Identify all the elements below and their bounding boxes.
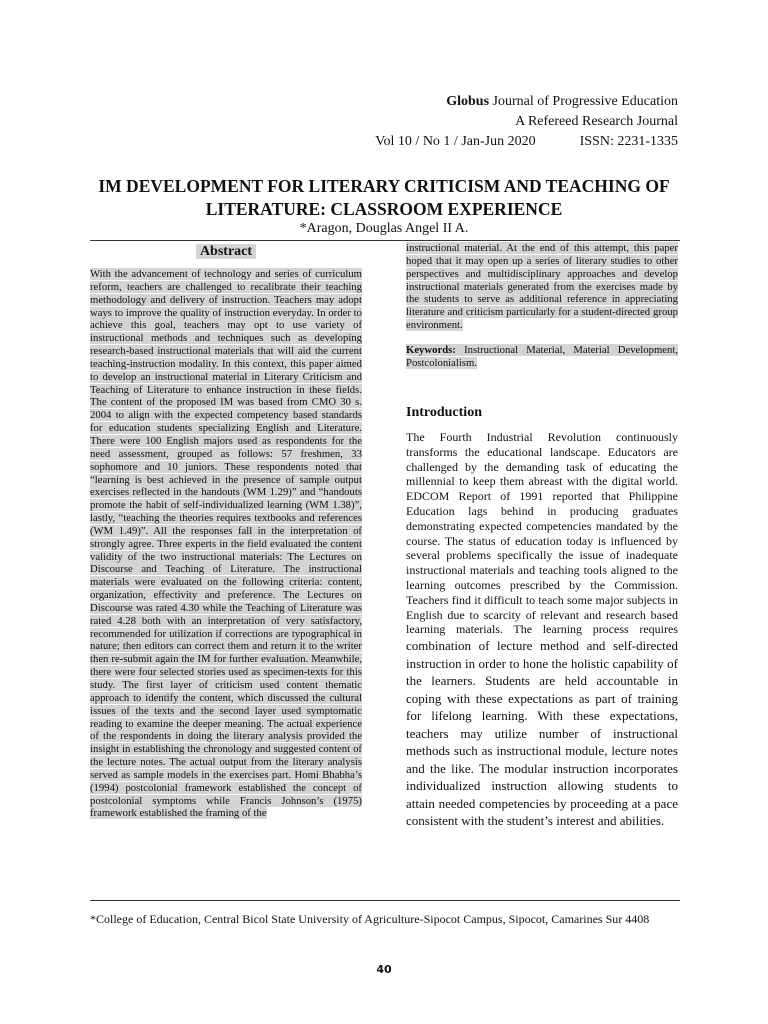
abstract-heading: Abstract <box>90 241 362 263</box>
journal-subtitle: A Refereed Research Journal <box>515 114 678 129</box>
abstract-continuation-column <box>406 241 678 371</box>
abstract-column <box>90 241 362 821</box>
footnote-divider <box>90 900 680 901</box>
keywords: Keywords: Instructional Material, Material Development, Postcolonialism. <box>406 343 678 369</box>
volume-info: Vol 10 / No 1 / Jan-Jun 2020 <box>375 134 536 149</box>
journal-issue-line <box>375 132 678 152</box>
journal-name: Globus Journal of Progressive Education <box>446 94 678 109</box>
footnote: *College of Education, Central Bicol State University of Agriculture-Sipocot Campus, Sipocot, Camarines Sur 4408 <box>90 912 650 926</box>
introduction-body: The Fourth Industrial Revolution continuously transforms the educational landscape. Educators are challenged by the demanding task of educating the millennial to keep them abreast with the digital world. EDCOM Report of 1991 reported that Philippine Education lags behind in producing graduates demonstrating expected competencies mandated by the course. The status of education today is influenced by several problems specifically the issue of inadequate instructional materials and teaching tools aligned to the learning outcomes prescribed by the Commission. Teachers find it difficult to teach some major subjects in English due to scarcity of relevant and research based learning materials. The learning process requires combination of lecture method and self-directed instruction in order to hone the holistic capability of the learners. Students are held accountable in coping with these expectations as part of training for lifelong learning. With these expectations, teachers may utilize number of instructional methods such as instructional module, lecture notes and the like. The modular instruction incorporates individualized instruction allowing students to attain needed competencies by proceeding at a pace consistent with the student’s interest and abilities. <box>406 430 678 829</box>
article-author: *Aragon, Douglas Angel II A. <box>299 221 469 236</box>
abstract-continuation: instructional material. At the end of this attempt, this paper hoped that it may open up a series of literary studies to other perspectives and multidisciplinary approaches and develop instructional materials generated from the exercises made by the students to serve as additional reference in appreciating literature and criticism particularly for a student-directed group environment. <box>406 242 678 332</box>
journal-header <box>375 92 678 152</box>
abstract-body: With the advancement of technology and series of curriculum reform, teachers are challenged to recalibrate their teaching methodology and delivery of instruction. Teachers may adopt ways to improve the quality of instruction everyday. In order to achieve this goal, teachers may opt to use variety of instructional methods and techniques such as developing research-based instructional materials that will aid the current teaching-instruction modality. In this context, this paper aimed to develop an instructional material in Literary Criticism and Teaching of Literature to enhance instruction in these fields. The content of the proposed IM was based from CMO 30 s. 2004 to align with the expected competency based standards for education students specializing English and Literature. There were 100 English majors used as respondents for the need assessment, grouped as follows: 57 freshmen, 33 sophomore and 10 juniors. These respondents noted that “learning is best achieved in the presence of sample output exercises reflected in the handouts (WM 1.29)” and “handouts promote the habit of self-individualized learning (WM 1.38)”, lastly, “teaching the theories requires textbooks and references (WM 1.49)”. All the responses fall in the interpretation of strongly agree. Three experts in the field evaluated the content validity of the two instructional materials: The Lectures on Discourse and Teaching of Literature. The instructional materials were evaluated on the following criteria: content, organization, effectivity and preference. The Lectures on Discourse was rated 4.30 while the Teaching of Literature was rated 4.28 both with an interpretation of very satisfactory, recommended for utilization if corrections are typographical in nature; then editors can correct them and return it to the writer then re-submit again the IM for further evaluation. Meanwhile, there were four selected stories used as specimen-texts for this study. The first layer of criticism used content thematic approach to identify the content, which discussed the cultural issues of the texts and the second layer used symptomatic reading to examine the deeper meaning. The actual experience of the respondents in doing the literary analysis provided the insight in establishing the chronology and suggested content of the lecture notes. The actual output from the literary analysis served as sample models in the exercises part. Homi Bhabha’s (1994) postcolonial framework established the concept of postcolonial symptoms while Francis Johnson’s (1975) framework established the framing of the <box>90 268 362 820</box>
issn-info: ISSN: 2231-1335 <box>579 134 678 149</box>
article-title: IM DEVELOPMENT FOR LITERARY CRITICISM AND TEACHING OF LITERATURE: CLASSROOM EXPERIENCE <box>98 176 670 219</box>
page-number: 40 <box>376 963 392 976</box>
introduction-heading: Introduction <box>406 405 482 420</box>
